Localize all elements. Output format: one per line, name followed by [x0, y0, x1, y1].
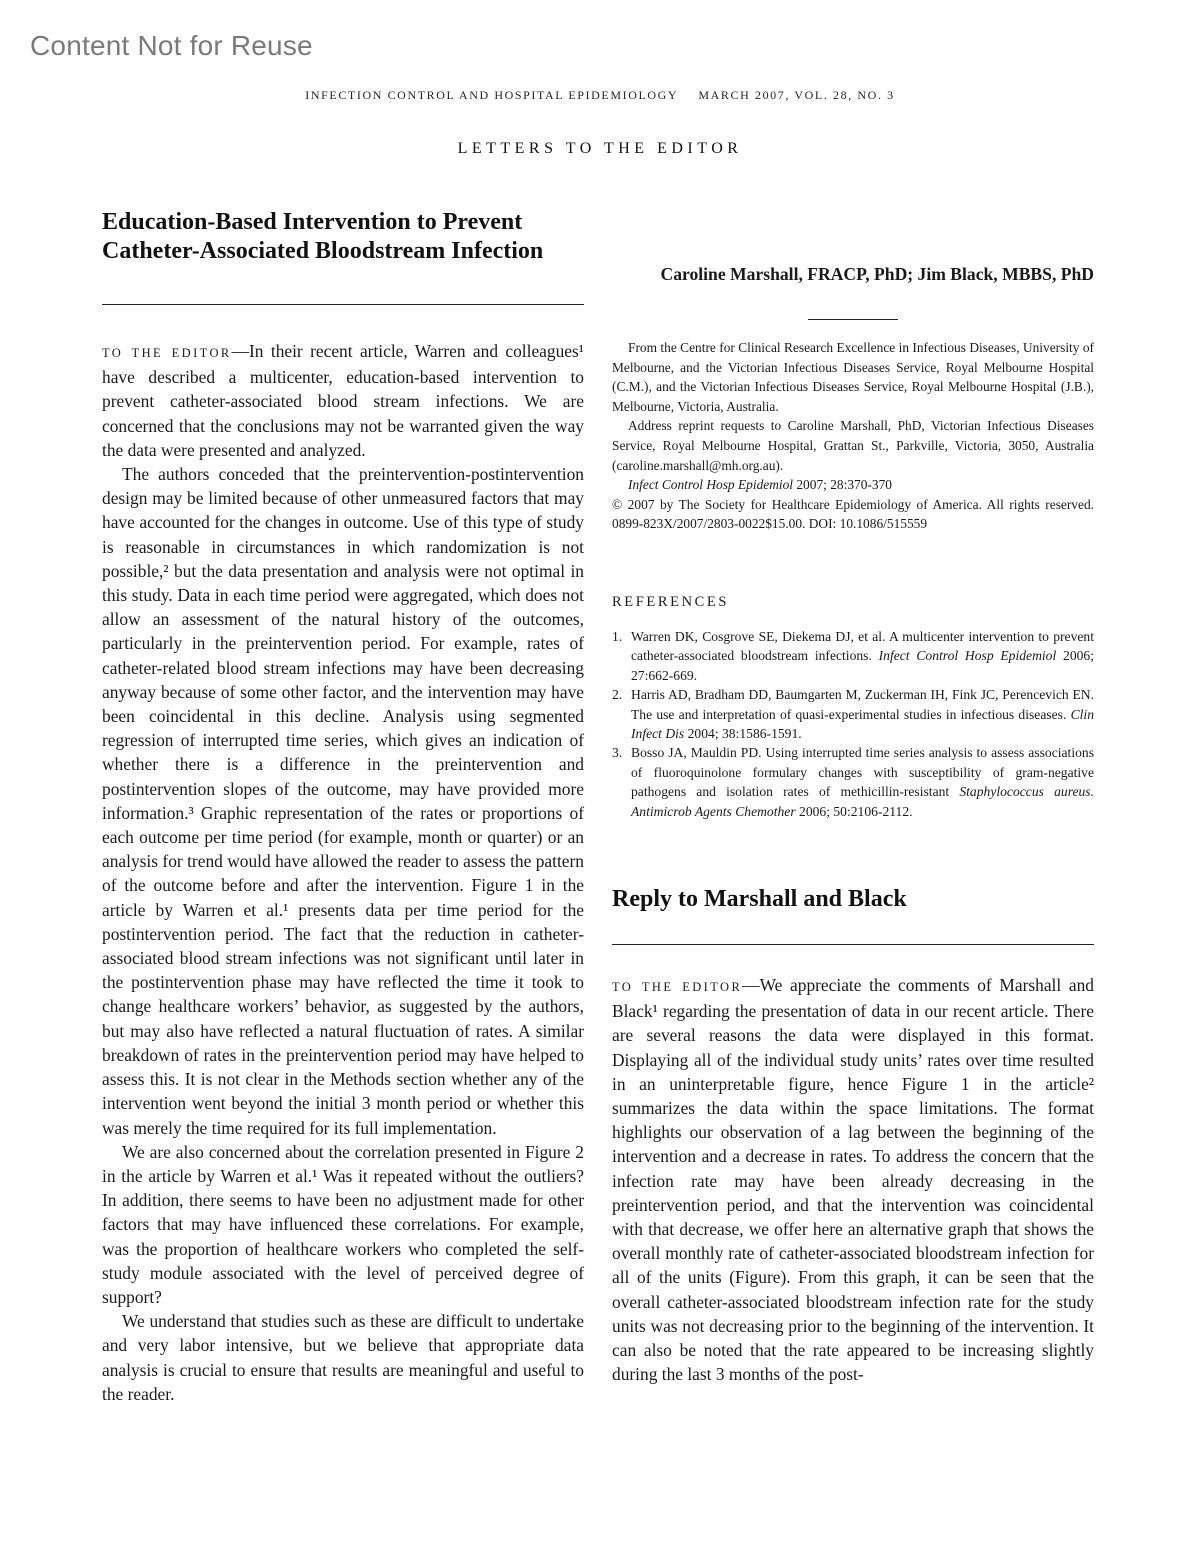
letter-title-line2: Catheter-Associated Bloodstream Infection — [102, 238, 544, 264]
copyright-line: © 2007 by The Society for Healthcare Epidemiology of America. All rights reserved. 0899-823X/2007/2803-0022$15.00. DOI: 10.1086/515559 — [612, 496, 1094, 532]
reply-divider — [612, 944, 1094, 945]
letter-title — [102, 208, 584, 266]
citation-details: 2007; 28:370-370 — [793, 477, 892, 493]
letter-paragraph-3: We are also concerned about the correlation presented in Figure 2 in the article by Warren et al.¹ Was it repeated without the outliers? In addition, there seems to have been no adjustment made for other factors that may have influenced these correlations. For example, was the proportion of healthcare workers who completed the self-study module associated with the level of perceived degree of support? — [102, 1141, 584, 1307]
reply-paragraph-1 — [612, 973, 1094, 1386]
affiliations — [612, 338, 1094, 534]
letter-authors: Caroline Marshall, FRACP, PhD; Jim Black, MBBS, PhD — [660, 264, 1094, 284]
letter-body — [102, 339, 584, 1406]
watermark: Content Not for Reuse — [30, 30, 313, 61]
lead-in: TO THE EDITOR — [612, 980, 743, 994]
letter-title-line1: Education-Based Intervention to Prevent — [102, 209, 523, 235]
lead-in: TO THE EDITOR — [102, 346, 232, 360]
reference-item: 3. Bosso JA, Mauldin PD. Using interrupted time series analysis to assess associations of fluoroquinolone formulary changes with susceptibility of gram-negative pathogens and isolation rates of methicillin-resistant Staphylococcus aureus. Antimicrob Agents Chemother 2006; 50:2106-2112. — [612, 745, 1094, 819]
reply-body — [612, 973, 1094, 1386]
letter-paragraph-4: We understand that studies such as these are difficult to undertake and very labor intensive, but we believe that appropriate data analysis is crucial to ensure that results are meaningful and useful to the reader. — [102, 1311, 584, 1404]
journal-name: INFECTION CONTROL AND HOSPITAL EPIDEMIOLOGY — [305, 88, 678, 102]
reference-item: 1. Warren DK, Cosgrove SE, Diekema DJ, et al. A multicenter intervention to prevent catheter-associated bloodstream infections. Infect Control Hosp Epidemiol 2006; 27:662-669. — [612, 628, 1094, 683]
left-column — [102, 208, 584, 1406]
letter-paragraph-1 — [102, 339, 584, 462]
running-head — [0, 88, 1200, 103]
letter-paragraph-1-text: —In their recent article, Warren and colleagues¹ have described a multicenter, education-based intervention to prevent catheter-associated blood stream infections. We are concerned that the conclusions may not be warranted given the way the data were presented and analyzed. — [102, 341, 584, 460]
section-heading: LETTERS TO THE EDITOR — [457, 140, 743, 157]
right-column — [612, 208, 1094, 1386]
citation-line — [612, 475, 1094, 495]
issue-info: MARCH 2007, VOL. 28, NO. 3 — [698, 88, 895, 102]
reference-item: 2. Harris AD, Bradham DD, Baumgarten M, Zuckerman IH, Fink JC, Perencevich EN. The use and interpretation of quasi-experimental studies in infectious diseases. Clin Infect Dis 2004; 38:1586-1591. — [612, 687, 1094, 741]
citation-journal: Infect Control Hosp Epidemiol — [628, 477, 794, 493]
references-list — [612, 627, 1094, 821]
reprint-address: Address reprint requests to Caroline Marshall, PhD, Victorian Infectious Diseases Service, Royal Melbourne Hospital, Grattan St., Parkville, Victoria, 3050, Australia (caroline.marshall@mh.org.au). — [612, 418, 1094, 473]
letter-paragraph-2: The authors conceded that the preintervention-postintervention design may be limited because of other unmeasured factors that may have accounted for the changes in outcome. Use of this type of study is reasonable in circumstances in which randomization is not possible,² but the data presentation and analysis were not optimal in this study. Data in each time period were aggregated, which does not allow an assessment of the natural history of the outcomes, particularly in the preintervention period. For example, rates of catheter-related blood stream infections may have been decreasing anyway because of some other factor, and the intervention may have been coincidental in this decline. Analysis using segmented regression of interrupted time series, which gives an indication of whether there is a difference in the preintervention and postintervention slopes of the outcome, may have provided more information.³ Graphic representation of the rates or proportions of each outcome per time period (for example, month or quarter) or an analysis for trend would have allowed the reader to assess the pattern of the outcome before and after the intervention. Figure 1 in the article by Warren et al.¹ presents data per time period for the postintervention period. The fact that the reduction in catheter-associated blood stream infections was not significant until later in the postintervention phase may have reflected the time it took to change healthcare workers’ behavior, as suggested by the authors, but may also have reflected a natural fluctuation of rates. A similar breakdown of rates in the preintervention period may have helped to assess this. It is not clear in the Methods section whether any of the intervention went beyond the initial 3 month period or whether this was merely the time required for its full implementation. — [102, 464, 584, 1138]
reply-title: Reply to Marshall and Black — [612, 886, 907, 912]
reply-paragraph-1-text: —We appreciate the comments of Marshall and Black¹ regarding the presentation of data in our recent article. There are several reasons the data were displayed in this format. Displaying all of the individual study units’ rates over time resulted in an uninterpretable figure, hence Figure 1 in the article² summarizes the data within the space limitations. The format highlights our observation of a lag between the beginning of the intervention and a decrease in rates. To address the concern that the infection rate may have been already decreasing in the preintervention period, and that the intervention was coincidental with that decrease, we offer here an alternative graph that shows the overall monthly rate of catheter-associated bloodstream infection for all of the units (Figure). From this graph, it can be seen that the overall catheter-associated bloodstream infection rate for the study units was not decreasing prior to the beginning of the intervention. It can also be noted that the rate appeared to be increasing slightly during the last 3 months of the post- — [612, 975, 1094, 1385]
references-heading: REFERENCES — [612, 593, 730, 610]
affiliation-text: From the Centre for Clinical Research Excellence in Infectious Diseases, University of Melbourne, and the Victorian Infectious Diseases Service, Royal Melbourne Hospital (C.M.), and the Victorian Infectious Diseases Service, Royal Melbourne Hospital (J.B.), Melbourne, Victoria, Australia. — [612, 340, 1094, 414]
title-divider — [102, 304, 584, 305]
